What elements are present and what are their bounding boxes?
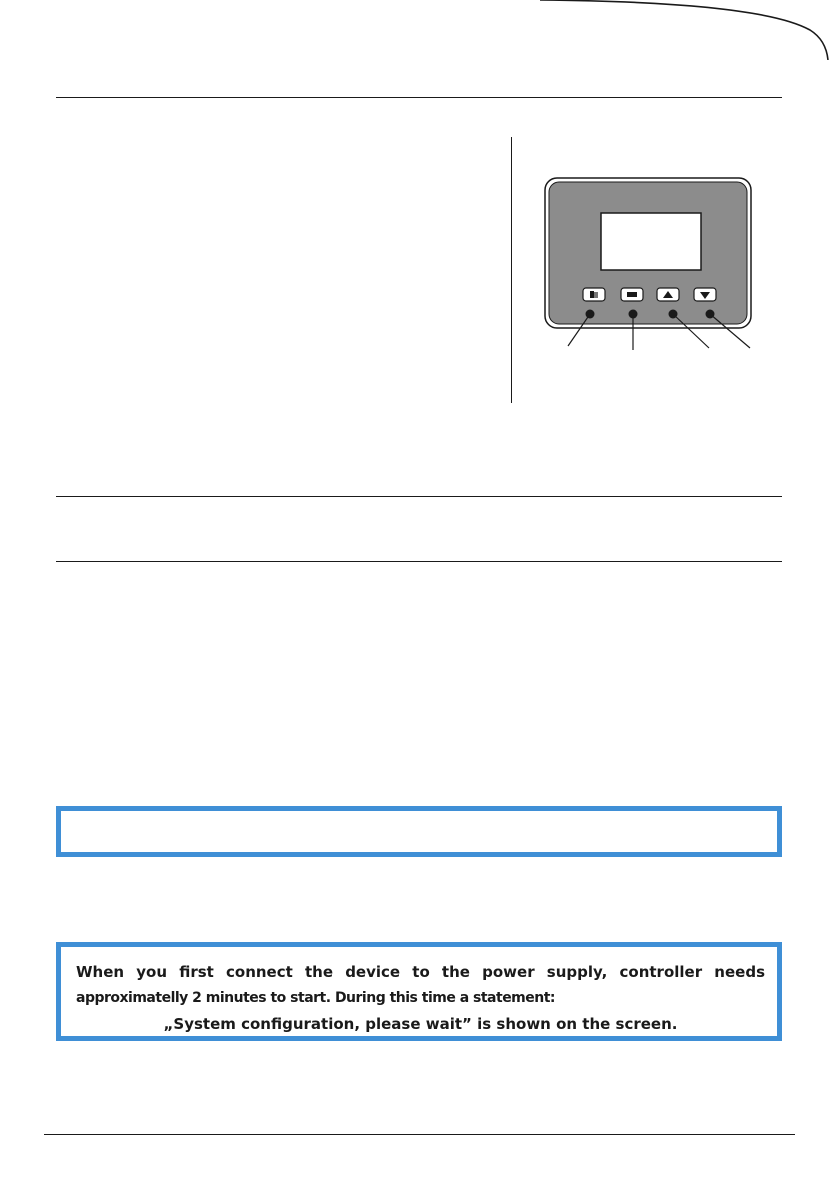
startup-note-line-2: approximatelly 2 minutes to start. During this time a statement: [76,990,556,1006]
controller-panel-icon [528,168,768,358]
page-corner-curve [0,0,839,60]
startup-note-line-3: „System configuration, please wait” is shown on the screen. [163,1015,678,1033]
section-rule-bottom [56,561,782,562]
down-button [694,288,716,301]
footer-rule [44,1134,795,1135]
enter-button [621,288,643,301]
up-button [657,288,679,301]
menu-button [583,288,605,301]
startup-note-line-1: When you first connect the device to the power supply, controller needs [76,963,765,981]
header-rule [56,97,782,98]
section-rule-top [56,496,782,497]
startup-note-box [56,942,782,1041]
figure-divider [511,137,512,403]
note-box-empty [56,806,782,857]
